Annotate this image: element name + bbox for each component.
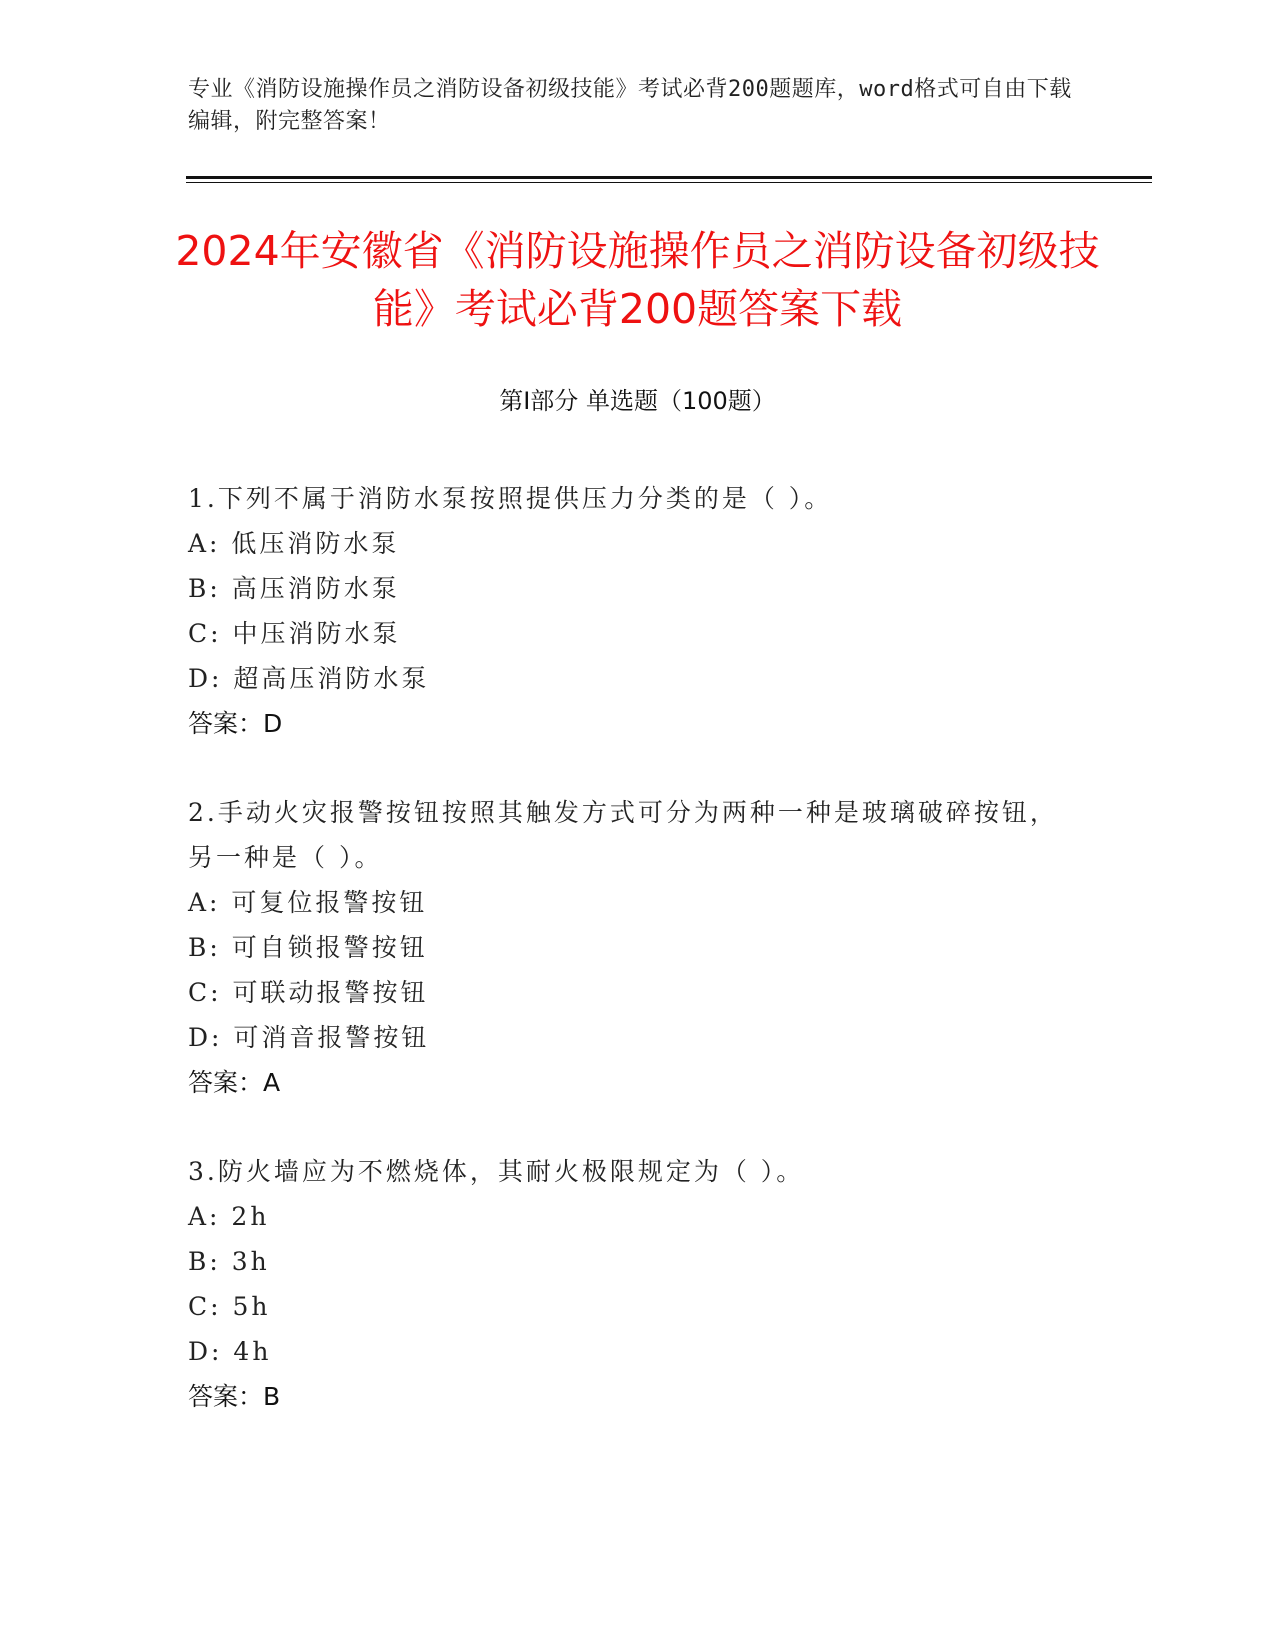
answer: 答案：A: [188, 1068, 281, 1097]
option-c: C: 可联动报警按钮: [188, 978, 429, 1007]
header-divider-thick: [186, 176, 1152, 179]
question-text: 3.防火墙应为不燃烧体，其耐火极限规定为（ ）。: [188, 1157, 805, 1186]
question-1: [188, 476, 1068, 746]
option-d: D: 超高压消防水泵: [188, 664, 430, 693]
header-note: 专业《消防设施操作员之消防设备初级技能》考试必背200题题库，word格式可自由下载编辑，附完整答案！: [188, 77, 1072, 134]
question-3: [188, 1149, 1068, 1419]
question-2: [188, 790, 1068, 1105]
option-c: C: 中压消防水泵: [188, 619, 401, 648]
option-a: A: 2h: [188, 1202, 270, 1231]
option-d: D: 4h: [188, 1337, 272, 1366]
document-title: 2024年安徽省《消防设施操作员之消防设备初级技能》考试必背200题答案下载: [175, 227, 1100, 333]
option-a: A: 可复位报警按钮: [188, 888, 428, 917]
question-text: 2.手动火灾报警按钮按照其触发方式可分为两种一种是玻璃破碎按钮，另一种是（ ）。: [188, 798, 1058, 872]
option-b: B: 3h: [188, 1247, 270, 1276]
option-b: B: 高压消防水泵: [188, 574, 400, 603]
option-c: C: 5h: [188, 1292, 271, 1321]
question-text: 1.下列不属于消防水泵按照提供压力分类的是（ ）。: [188, 484, 833, 513]
option-d: D: 可消音报警按钮: [188, 1023, 430, 1052]
option-b: B: 可自锁报警按钮: [188, 933, 428, 962]
question-list: [188, 476, 1068, 1463]
section-title: 第I部分 单选题（100题）: [499, 387, 776, 415]
answer: 答案：D: [188, 709, 283, 738]
header-divider-thin: [186, 182, 1152, 183]
option-a: A: 低压消防水泵: [188, 529, 400, 558]
answer: 答案：B: [188, 1382, 281, 1411]
